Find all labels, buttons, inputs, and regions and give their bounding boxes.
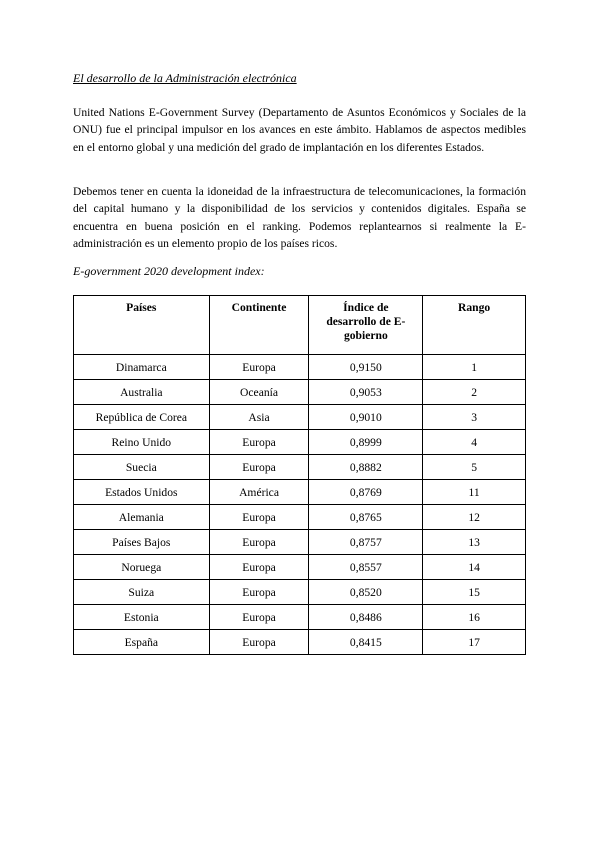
table-row xyxy=(74,380,526,405)
index-cell: 0,9150 xyxy=(309,355,423,380)
table-row xyxy=(74,455,526,480)
country-cell: Países Bajos xyxy=(74,530,210,555)
country-cell: República de Corea xyxy=(74,405,210,430)
country-cell: Suiza xyxy=(74,580,210,605)
rank-cell: 14 xyxy=(423,555,526,580)
country-cell: Noruega xyxy=(74,555,210,580)
table-header-row xyxy=(74,296,526,355)
country-cell: Estonia xyxy=(74,605,210,630)
continent-cell: Europa xyxy=(209,605,309,630)
table-row xyxy=(74,405,526,430)
continent-cell: Europa xyxy=(209,355,309,380)
index-cell: 0,8757 xyxy=(309,530,423,555)
index-cell: 0,9010 xyxy=(309,405,423,430)
index-cell: 0,8765 xyxy=(309,505,423,530)
country-cell: Reino Unido xyxy=(74,430,210,455)
rank-cell: 12 xyxy=(423,505,526,530)
country-cell: España xyxy=(74,630,210,655)
index-cell: 0,8557 xyxy=(309,555,423,580)
continent-cell: Europa xyxy=(209,430,309,455)
table-caption: E-government 2020 development index: xyxy=(73,264,265,278)
index-cell: 0,9053 xyxy=(309,380,423,405)
rank-cell: 13 xyxy=(423,530,526,555)
table-row xyxy=(74,530,526,555)
continent-cell: Europa xyxy=(209,630,309,655)
rank-cell: 1 xyxy=(423,355,526,380)
header-rango: Rango xyxy=(423,296,526,355)
rank-cell: 11 xyxy=(423,480,526,505)
rank-cell: 4 xyxy=(423,430,526,455)
country-cell: Australia xyxy=(74,380,210,405)
index-cell: 0,8486 xyxy=(309,605,423,630)
paragraph-un-survey: United Nations E-Government Survey (Departamento de Asuntos Económicos y Sociales de la ONU) fue el principal impulsor en los avances en este ámbito. Hablamos de aspectos medibles en el entorno global y una medición del grado de implantación en los diferentes Estados. xyxy=(73,106,526,154)
index-cell: 0,8882 xyxy=(309,455,423,480)
paragraph-infrastructure: Debemos tener en cuenta la idoneidad de la infraestructura de telecomunicaciones, la formación del capital humano y la disponibilidad de los servicios y contenidos digitales. España se encuentra en buena posición en el ranking. Podemos replantearnos si realmente la E-administración es un elemento propio de los países ricos. xyxy=(73,185,526,251)
table-row xyxy=(74,605,526,630)
table-row xyxy=(74,480,526,505)
header-paises: Países xyxy=(74,296,210,355)
country-cell: Estados Unidos xyxy=(74,480,210,505)
index-cell: 0,8769 xyxy=(309,480,423,505)
rank-cell: 2 xyxy=(423,380,526,405)
rank-cell: 17 xyxy=(423,630,526,655)
table-body xyxy=(74,355,526,655)
continent-cell: Europa xyxy=(209,530,309,555)
header-continente: Continente xyxy=(209,296,309,355)
continent-cell: Oceanía xyxy=(209,380,309,405)
index-cell: 0,8999 xyxy=(309,430,423,455)
country-cell: Dinamarca xyxy=(74,355,210,380)
rank-cell: 5 xyxy=(423,455,526,480)
table-row xyxy=(74,505,526,530)
table-row xyxy=(74,580,526,605)
rank-cell: 15 xyxy=(423,580,526,605)
header-indice: Índice de desarrollo de E-gobierno xyxy=(309,296,423,355)
rank-cell: 16 xyxy=(423,605,526,630)
continent-cell: Europa xyxy=(209,505,309,530)
country-cell: Suecia xyxy=(74,455,210,480)
section-heading: El desarrollo de la Administración electrónica xyxy=(73,71,297,85)
table-row xyxy=(74,430,526,455)
country-cell: Alemania xyxy=(74,505,210,530)
egov-index-table xyxy=(73,295,526,655)
table-row xyxy=(74,555,526,580)
continent-cell: Asia xyxy=(209,405,309,430)
continent-cell: Europa xyxy=(209,580,309,605)
table-row xyxy=(74,355,526,380)
continent-cell: Europa xyxy=(209,555,309,580)
continent-cell: Europa xyxy=(209,455,309,480)
index-cell: 0,8415 xyxy=(309,630,423,655)
index-cell: 0,8520 xyxy=(309,580,423,605)
table-row xyxy=(74,630,526,655)
rank-cell: 3 xyxy=(423,405,526,430)
continent-cell: América xyxy=(209,480,309,505)
